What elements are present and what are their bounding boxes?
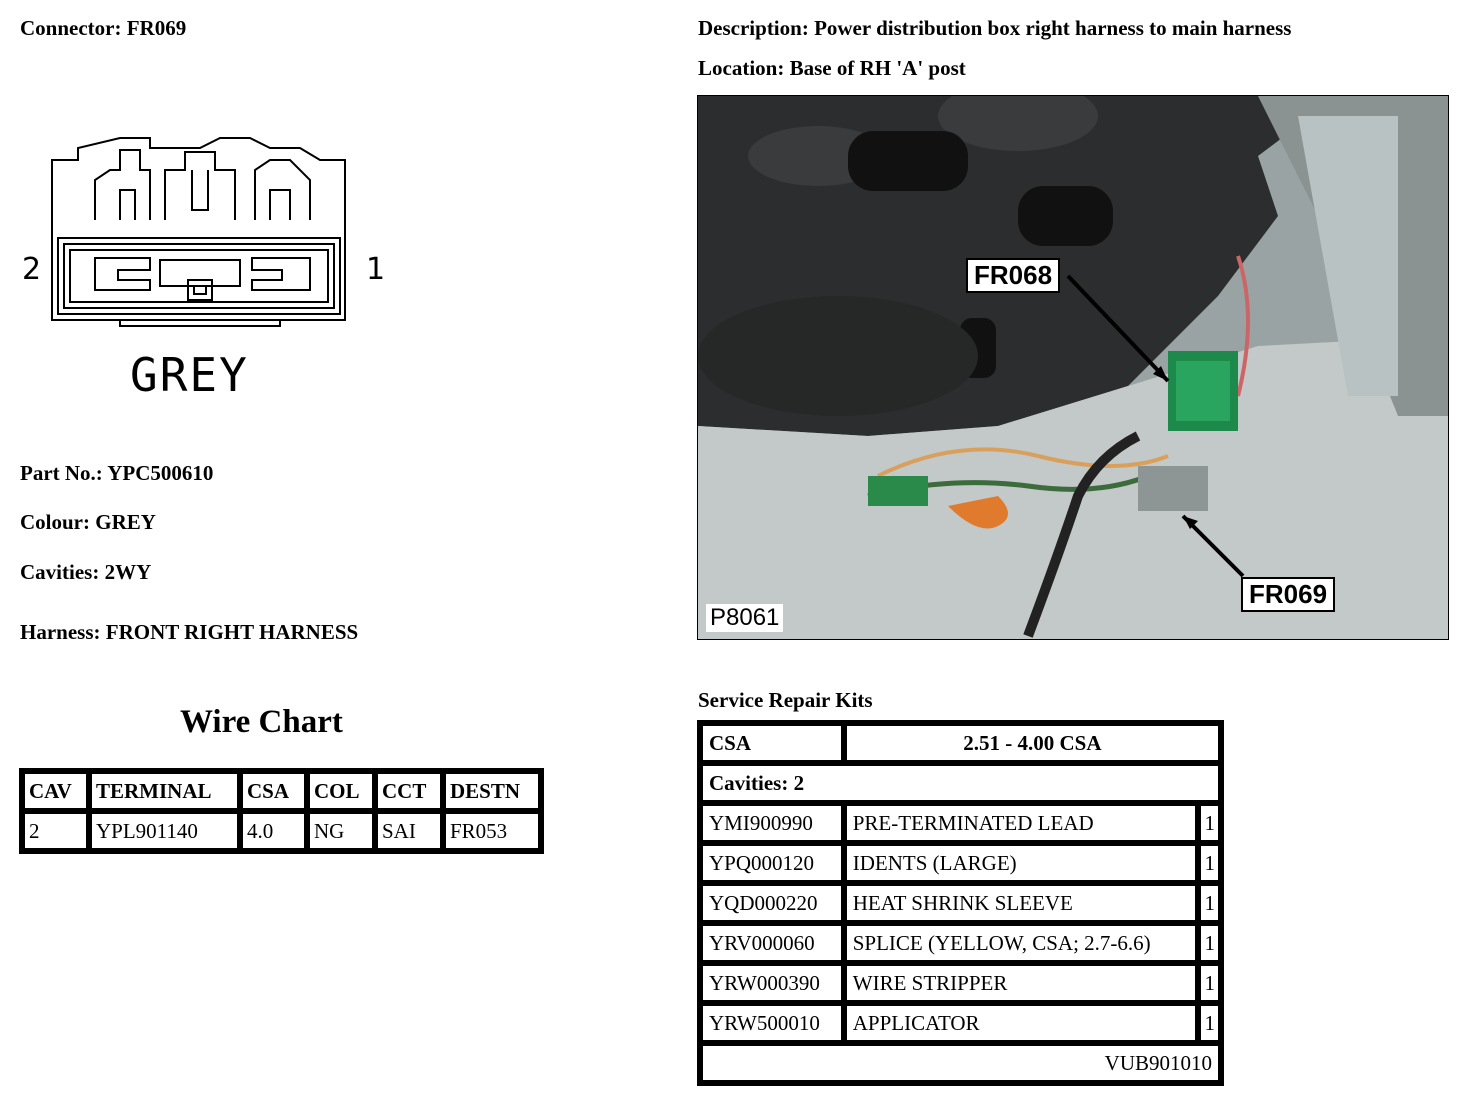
csa-row <box>700 723 1221 763</box>
wire-chart-title: Wire Chart <box>180 704 343 740</box>
kit-desc: SPLICE (YELLOW, CSA; 2.7-6.6) <box>844 923 1199 963</box>
pin-2-label: 2 <box>22 252 42 287</box>
repair-kits-table <box>697 720 1224 1086</box>
repair-kits-title: Service Repair Kits <box>698 688 873 712</box>
connector-diagram <box>20 130 390 330</box>
description-label: Description: Power distribution box right harness to main harness <box>698 16 1292 40</box>
kit-part: YRV000060 <box>700 923 844 963</box>
header-cct: CCT <box>375 771 443 811</box>
kit-desc: WIRE STRIPPER <box>844 963 1199 1003</box>
kit-desc: APPLICATOR <box>844 1003 1199 1043</box>
header-terminal: TERMINAL <box>89 771 240 811</box>
photo-reference: P8061 <box>706 604 783 632</box>
table-row <box>700 963 1221 1003</box>
part-number: Part No.: YPC500610 <box>20 461 214 485</box>
kit-qty: 1 <box>1198 883 1221 923</box>
cavities-row <box>700 763 1221 803</box>
table-row <box>22 811 541 851</box>
wire-chart-table <box>19 768 544 854</box>
kit-qty: 1 <box>1198 1003 1221 1043</box>
colour-diagram-label: GREY <box>130 348 249 402</box>
kit-desc: HEAT SHRINK SLEEVE <box>844 883 1199 923</box>
table-row <box>700 923 1221 963</box>
cell-terminal: YPL901140 <box>89 811 240 851</box>
pin-1-label: 1 <box>366 252 386 287</box>
header-csa: CSA <box>240 771 307 811</box>
kit-part: YRW500010 <box>700 1003 844 1043</box>
location-photo <box>697 95 1449 640</box>
cell-csa: 4.0 <box>240 811 307 851</box>
photo-callout-fr068: FR068 <box>966 258 1060 293</box>
kit-part: YPQ000120 <box>700 843 844 883</box>
kit-qty: 1 <box>1198 963 1221 1003</box>
kit-qty: 1 <box>1198 803 1221 843</box>
table-row <box>700 883 1221 923</box>
cell-destn: FR053 <box>443 811 541 851</box>
kit-qty: 1 <box>1198 843 1221 883</box>
table-row <box>700 1003 1221 1043</box>
kit-part: YMI900990 <box>700 803 844 843</box>
header-cav: CAV <box>22 771 89 811</box>
harness-info: Harness: FRONT RIGHT HARNESS <box>20 620 359 644</box>
colour-info: Colour: GREY <box>20 510 156 534</box>
cell-cav: 2 <box>22 811 89 851</box>
kit-desc: PRE-TERMINATED LEAD <box>844 803 1199 843</box>
header-col: COL <box>307 771 375 811</box>
csa-value: 2.51 - 4.00 CSA <box>844 723 1221 763</box>
table-row <box>700 843 1221 883</box>
photo-illustration <box>698 96 1448 639</box>
location-label: Location: Base of RH 'A' post <box>698 56 966 80</box>
wire-chart-header-row <box>22 771 541 811</box>
photo-callout-fr069: FR069 <box>1241 577 1335 612</box>
header-destn: DESTN <box>443 771 541 811</box>
kit-part: YRW000390 <box>700 963 844 1003</box>
kit-qty: 1 <box>1198 923 1221 963</box>
kit-number: VUB901010 <box>700 1043 1221 1083</box>
cell-cct: SAI <box>375 811 443 851</box>
connector-outline <box>20 130 390 330</box>
table-row <box>700 803 1221 843</box>
kit-cavities: Cavities: 2 <box>700 763 1221 803</box>
kit-desc: IDENTS (LARGE) <box>844 843 1199 883</box>
csa-label: CSA <box>700 723 844 763</box>
kit-number-row <box>700 1043 1221 1083</box>
cell-col: NG <box>307 811 375 851</box>
cavities-info: Cavities: 2WY <box>20 560 152 584</box>
kit-part: YQD000220 <box>700 883 844 923</box>
connector-label: Connector: FR069 <box>20 16 187 40</box>
